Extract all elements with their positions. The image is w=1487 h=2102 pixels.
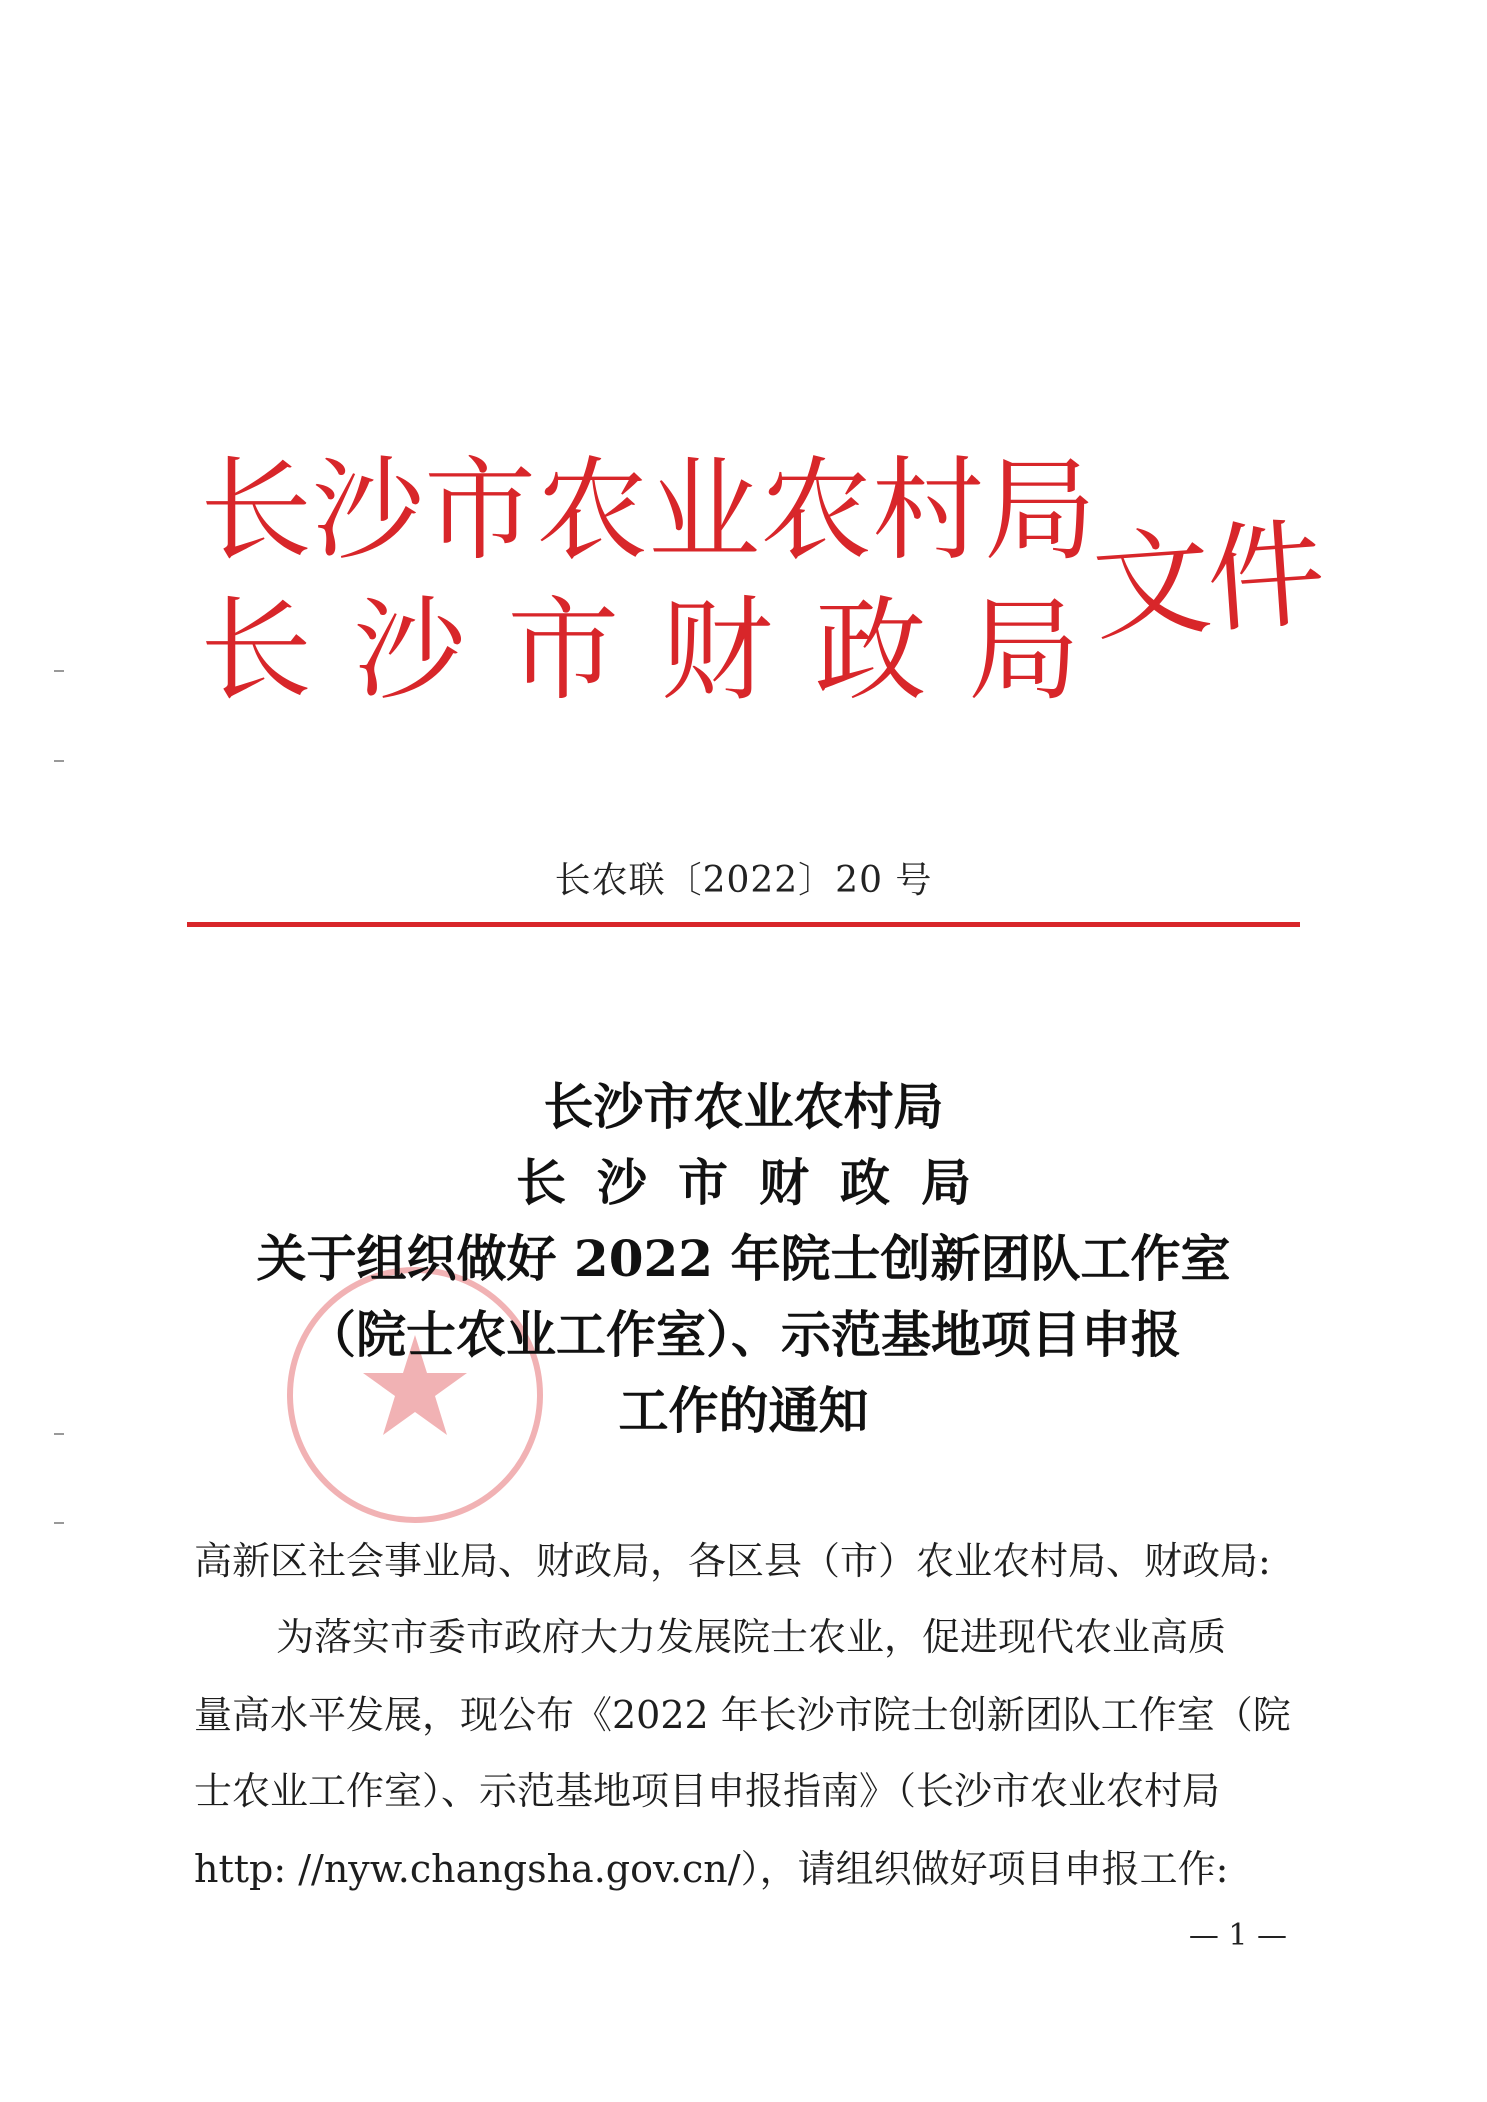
issuer-char: 长 <box>200 446 312 576</box>
scan-mark <box>54 670 64 672</box>
title-line: 关于组织做好 2022 年院士创新团队工作室 <box>256 1229 1231 1288</box>
body-line: 为落实市委市政府大力发展院士农业，促进现代农业高质 <box>276 1615 1227 1659</box>
issuer-char: 局 <box>967 586 1080 716</box>
issuer-char: 财 <box>660 586 773 716</box>
issuer-char: 农 <box>760 446 872 576</box>
title-line: 长沙市农业农村局 <box>543 1077 944 1136</box>
body-line: 士农业工作室）、示范基地项目申报指南》（长沙市农业农村局 <box>194 1769 1221 1813</box>
body-line: http: //nyw.changsha.gov.cn/），请组织做好项目申报工作: <box>194 1847 1229 1891</box>
issuer-char: 业 <box>648 446 760 576</box>
addressee: 高新区社会事业局、财政局，各区县（市）农业农村局、财政局: <box>194 1539 1271 1583</box>
issuer-char: 政 <box>814 586 927 716</box>
title-line: （院士农业工作室）、示范基地项目申报 <box>306 1305 1181 1364</box>
issuer-char: 沙 <box>312 446 424 576</box>
scan-mark <box>54 1522 64 1524</box>
title-line: 长沙市财政局 <box>516 1153 1002 1212</box>
issuer-char: 长 <box>200 586 312 716</box>
issuer-char: 农 <box>536 446 648 576</box>
issuer-char: 局 <box>984 446 1096 576</box>
issuer-char: 市 <box>424 446 536 576</box>
issuer-char: 村 <box>872 446 984 576</box>
red-divider <box>187 922 1300 927</box>
issuer-finance-bureau <box>200 586 1080 716</box>
issuer-char: 沙 <box>353 586 466 716</box>
page-number: — 1 — <box>1188 1918 1287 1953</box>
document-number: 长农联〔2022〕20 号 <box>554 860 933 901</box>
issuer-agriculture-bureau <box>200 446 1096 576</box>
title-line: 工作的通知 <box>618 1381 869 1440</box>
issuer-char: 市 <box>507 586 620 716</box>
scan-mark <box>54 760 64 762</box>
masthead-suffix: 文件 <box>1088 504 1326 658</box>
body-line: 量高水平发展，现公布《2022 年长沙市院士创新团队工作室（院 <box>194 1693 1291 1737</box>
